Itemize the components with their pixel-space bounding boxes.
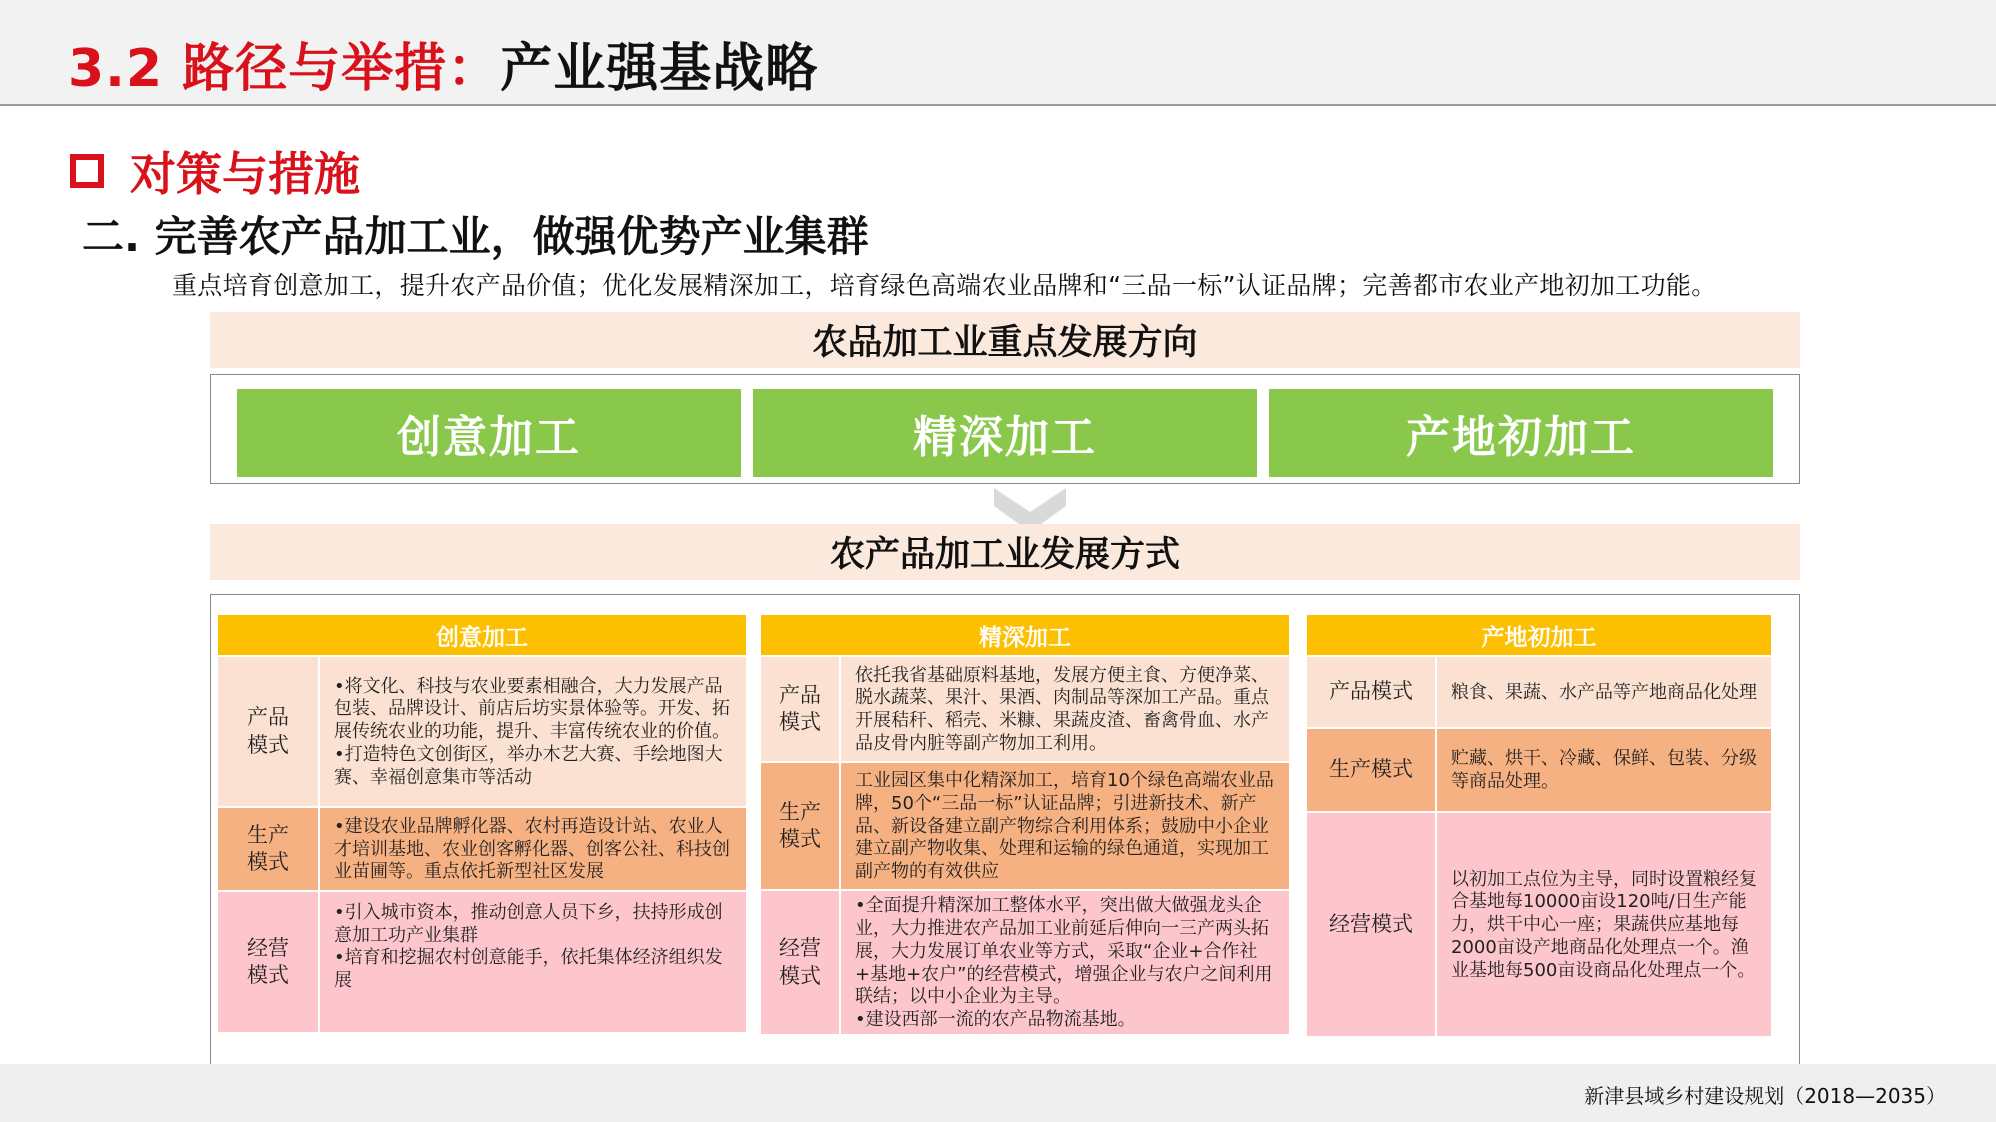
table-row <box>218 892 746 1032</box>
modes-frame <box>210 594 1800 1070</box>
table-row <box>761 891 1289 1034</box>
direction-title: 农品加工业重点发展方向 <box>812 323 1198 363</box>
page-title-black: 产业强基战略 <box>500 39 819 99</box>
table-row <box>1307 729 1771 811</box>
row-label: 生产模式 <box>1307 729 1435 811</box>
row-label: 产品模式 <box>1307 657 1435 727</box>
row-content: 工业园区集中化精深加工，培育10个绿色高端农业品牌，50个“三品一标”认证品牌；引进新技术、新产品、新设备建立副产物综合利用体系；鼓励中小企业建立副产物收集、处理和运输的绿色通道，实现加工副产物的有效供应 <box>841 763 1289 889</box>
mode-column-creative <box>218 615 746 1032</box>
table-row <box>1307 657 1771 727</box>
row-label: 产品 模式 <box>761 657 839 761</box>
row-content: 粮食、果蔬、水产品等产地商品化处理 <box>1437 657 1771 727</box>
table-row <box>761 657 1289 761</box>
table-row <box>218 808 746 890</box>
subsection-title: 二. 完善农产品加工业，做强优势产业集群 <box>82 212 869 261</box>
row-content: •将文化、科技与农业要素相融合，大力发展产品包装、品牌设计、前店后坊实景体验等。开发、拓展传统农业的功能，提升、丰富传统农业的价值。 •打造特色文创街区，举办木艺大赛、手绘地图大赛、幸福创意集市等活动 <box>320 657 746 806</box>
table-row <box>761 763 1289 889</box>
modes-band <box>210 524 1800 580</box>
page-title <box>68 26 818 101</box>
modes-title: 农产品加工业发展方式 <box>829 535 1180 575</box>
row-label: 生产 模式 <box>761 763 839 889</box>
square-bullet-icon <box>70 154 104 188</box>
page-title-number: 3.2 <box>68 39 164 99</box>
mode-column-deep <box>761 615 1289 1034</box>
row-label: 生产 模式 <box>218 808 318 890</box>
column-head: 创意加工 <box>218 615 746 655</box>
column-head: 产地初加工 <box>1307 615 1771 655</box>
row-label: 产品 模式 <box>218 657 318 806</box>
row-content: 依托我省基础原料基地，发展方便主食、方便净菜、脱水蔬菜、果汁、果酒、肉制品等深加工产品。重点开展秸秆、稻壳、米糠、果蔬皮渣、畜禽骨血、水产品皮骨内脏等副产物加工利用。 <box>841 657 1289 761</box>
row-label: 经营模式 <box>1307 813 1435 1036</box>
row-content: 贮藏、烘干、冷藏、保鲜、包装、分级等商品处理。 <box>1437 729 1771 811</box>
section-heading <box>70 142 360 200</box>
row-content: •建设农业品牌孵化器、农村再造设计站、农业人才培训基地、农业创客孵化器、创客公社、科技创业苗圃等。重点依托新型社区发展 <box>320 808 746 890</box>
column-head: 精深加工 <box>761 615 1289 655</box>
direction-item-creative: 创意加工 <box>237 389 741 477</box>
direction-frame <box>210 374 1800 484</box>
row-content: •引入城市资本，推动创意人员下乡，扶持形成创意加工功产业集群 •培育和挖掘农村创意能手，依托集体经济组织发展 <box>320 892 746 1032</box>
section-title: 对策与措施 <box>130 147 360 201</box>
page-title-red: 路径与举措： <box>182 39 501 99</box>
direction-item-deep: 精深加工 <box>753 389 1257 477</box>
row-content: •全面提升精深加工整体水平，突出做大做强龙头企业，大力推进农产品加工业前延后伸向一三产两头拓展，大力发展订单农业等方式，采取“企业+合作社+基地+农户”的经营模式，增强企业与农户之间利用联结；以中小企业为主导。 •建设西部一流的农产品物流基地。 <box>841 891 1289 1034</box>
mode-column-origin <box>1307 615 1771 1036</box>
table-row <box>1307 813 1771 1036</box>
direction-item-origin: 产地初加工 <box>1269 389 1773 477</box>
footer-text: 新津县域乡村建设规划（2018—2035） <box>1584 1084 1946 1108</box>
direction-band <box>210 312 1800 368</box>
row-label: 经营 模式 <box>218 892 318 1032</box>
row-content: 以初加工点位为主导，同时设置粮经复合基地每10000亩设120吨/日生产能力，烘干中心一座；果蔬供应基地每2000亩设产地商品化处理点一个。渔业基地每500亩设商品化处理点一个。 <box>1437 813 1771 1036</box>
intro-text: 重点培育创意加工，提升农产品价值；优化发展精深加工，培育绿色高端农业品牌和“三品一标”认证品牌；完善都市农业产地初加工功能。 <box>172 271 1717 300</box>
table-row <box>218 657 746 806</box>
row-label: 经营 模式 <box>761 891 839 1034</box>
